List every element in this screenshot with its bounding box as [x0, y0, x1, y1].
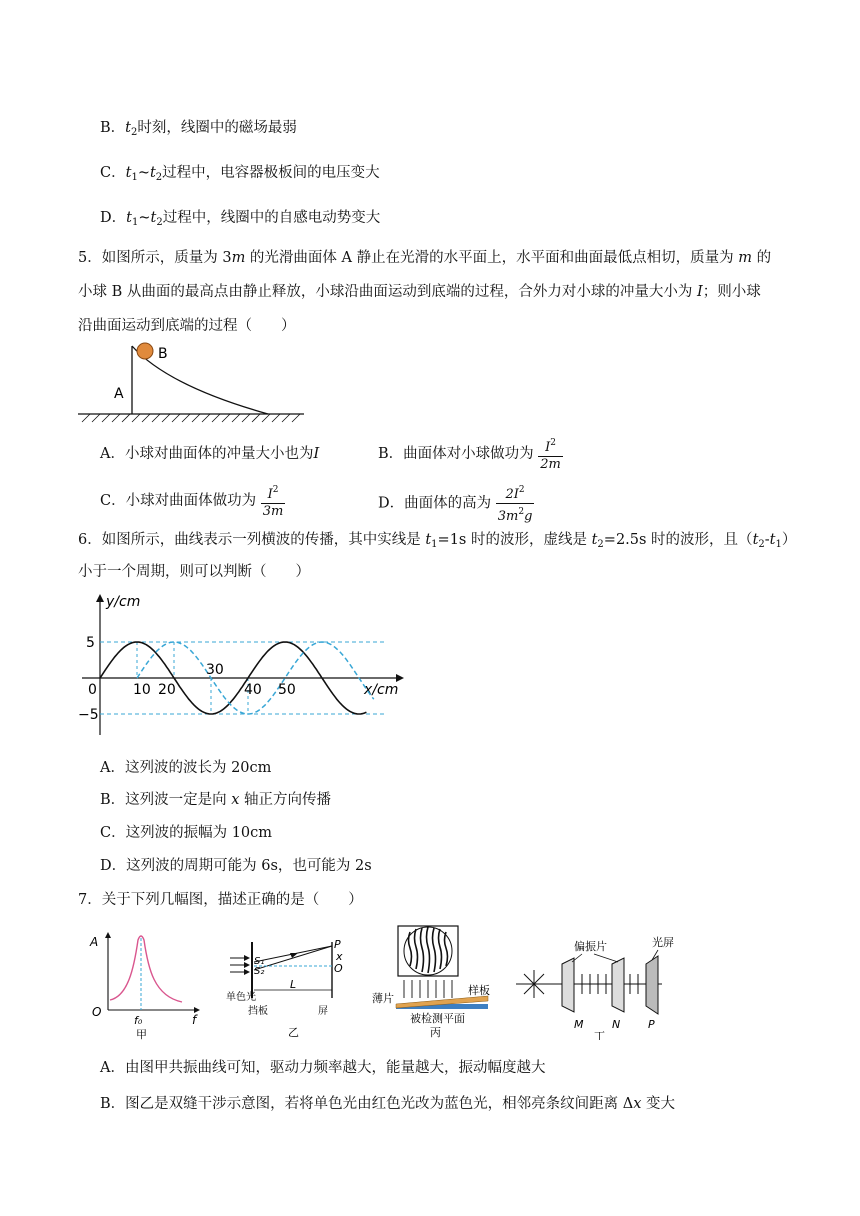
resonance-curve: [110, 936, 182, 1002]
svg-text:x: x: [336, 950, 343, 963]
q6-option-c: C．这列波的振幅为 10cm: [100, 825, 273, 841]
q5-stem-line1: 5．如图所示，质量为 3m 的光滑曲面体 A 静止在光滑的水平面上，水平面和曲面最低点相切，质量为 m 的: [78, 250, 772, 266]
q6-stem-line2: 小于一个周期，则可以判断（ ）: [78, 564, 310, 580]
fraction: $\frac{I^2}{2m}$: [538, 435, 563, 473]
ground-hatch: [82, 414, 300, 422]
svg-text:丙: 丙: [430, 1026, 441, 1039]
q7-option-a: A．由图甲共振曲线可知，驱动力频率越大，能量越大，振动幅度越大: [100, 1060, 546, 1076]
q4-option-b: B．$t_2$时刻，线圈中的磁场最弱: [100, 120, 297, 138]
label-b: B: [158, 346, 168, 362]
svg-text:屏: 屏: [318, 1006, 328, 1017]
x-tick-50: 50: [278, 682, 296, 698]
svg-text:A: A: [90, 935, 99, 949]
q5-option-a: A．小球对曲面体的冲量大小也为I: [100, 446, 320, 462]
svg-text:薄片: 薄片: [372, 992, 394, 1005]
q6-option-b: B．这列波一定是向 x 轴正方向传播: [100, 792, 332, 808]
y-axis-label: y/cm: [106, 594, 141, 610]
y-tick-5: 5: [86, 635, 95, 651]
svg-text:O: O: [334, 962, 343, 975]
svg-text:L: L: [290, 978, 297, 991]
q5-option-d: D．曲面体的高为 $\frac{2I^2}{3m^2g}$: [378, 482, 534, 525]
q5-figure: [78, 340, 308, 430]
x-axis-arrow: [396, 674, 404, 682]
svg-text:f₀: f₀: [134, 1014, 143, 1027]
q5-option-c: C．小球对曲面体做功为 $\frac{I^2}{3m}$: [100, 482, 285, 520]
q7-fig-yi: [226, 938, 358, 1040]
fraction: $\frac{I^2}{3m}$: [261, 482, 286, 520]
q6-wave-chart: [78, 590, 418, 740]
svg-text:甲: 甲: [136, 1028, 147, 1040]
fraction: $\frac{2I^2}{3m^2g}$: [496, 482, 535, 525]
polarizer-m: [562, 958, 574, 1012]
q7-option-b: B．图乙是双缝干涉示意图，若将单色光由红色光改为蓝色光，相邻亮条纹间距离 Δx 变大: [100, 1096, 676, 1112]
y-tick-minus5: −5: [78, 707, 99, 723]
svg-text:M: M: [574, 1018, 584, 1031]
q7-fig-jia: [88, 928, 208, 1040]
q6-option-d: D．这列波的周期可能为 6s，也可能为 2s: [100, 858, 372, 874]
svg-text:丁: 丁: [594, 1030, 605, 1040]
svg-text:P: P: [334, 938, 341, 951]
y-axis-arrow: [96, 594, 104, 602]
svg-text:光屏: 光屏: [652, 936, 674, 949]
ball-b: [137, 343, 153, 359]
x-tick-20: 20: [158, 682, 176, 698]
svg-text:S₂: S₂: [254, 966, 265, 977]
curved-surface: [132, 346, 268, 414]
svg-text:O: O: [92, 1005, 102, 1019]
x-tick-30: 30: [206, 662, 224, 678]
x-tick-40: 40: [244, 682, 262, 698]
q6-option-a: A．这列波的波长为 20cm: [100, 760, 272, 776]
q7-fig-bing: [370, 924, 506, 1040]
x-axis-label: x/cm: [364, 682, 399, 698]
svg-text:样板: 样板: [468, 984, 490, 997]
q6-stem-line1: 6．如图所示，曲线表示一列横波的传播，其中实线是 $t_1=1s$ 时的波形，虚线是 $t_2=2.5s$ 时的波形，且$(t_2-t_1)$: [78, 532, 797, 550]
svg-text:被检测平面: 被检测平面: [410, 1012, 465, 1025]
q5-stem-line3: 沿曲面运动到底端的过程（ ）: [78, 318, 296, 334]
svg-text:单色光: 单色光: [226, 992, 256, 1003]
q7-stem: 7．关于下列几幅图，描述正确的是（ ）: [78, 892, 363, 908]
q5-option-b: B．曲面体对小球做功为 $\frac{I^2}{2m}$: [378, 435, 563, 473]
q4-option-d: D．$t_1\sim t_2$过程中，线圈中的自感电动势变大: [100, 210, 381, 228]
screen-p: [646, 956, 658, 1014]
svg-text:乙: 乙: [288, 1026, 299, 1039]
x-tick-10: 10: [133, 682, 151, 698]
q7-fig-ding: [512, 932, 682, 1040]
x-tick-0: 0: [88, 682, 97, 698]
svg-text:S₁: S₁: [254, 956, 265, 967]
q4-option-c: C．$t_1\sim t_2$过程中，电容器极板间的电压变大: [100, 165, 380, 183]
q5-stem-line2: 小球 B 从曲面的最高点由静止释放，小球沿曲面运动到底端的过程，合外力对小球的冲量大小为 I；则小球: [78, 284, 761, 300]
svg-text:N: N: [612, 1018, 621, 1031]
label-a: A: [114, 386, 124, 402]
light-source-arrows: [520, 970, 548, 998]
polarizer-n: [612, 958, 624, 1012]
svg-text:偏振片: 偏振片: [574, 940, 607, 953]
svg-text:挡板: 挡板: [248, 1006, 268, 1017]
svg-text:P: P: [648, 1018, 655, 1031]
svg-text:f: f: [192, 1013, 197, 1027]
